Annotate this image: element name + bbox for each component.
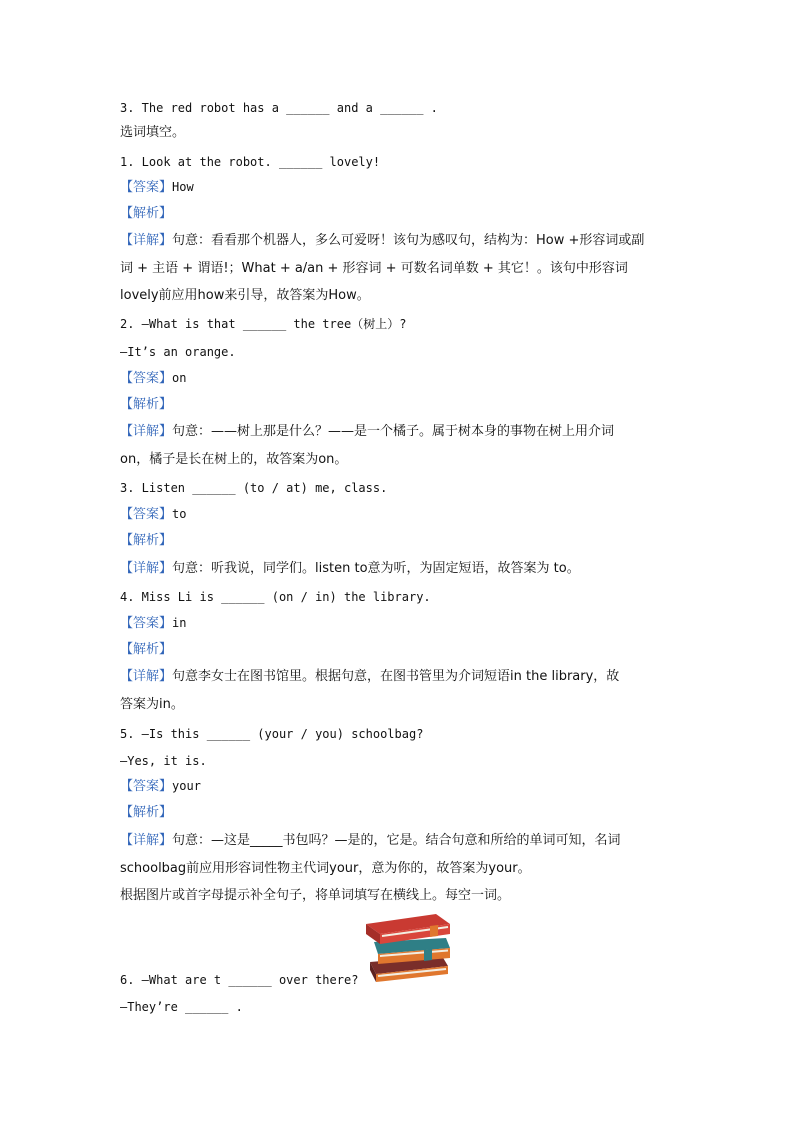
question-3-robot: 3. The red robot has a ______ and a ______ . xyxy=(120,101,438,115)
explanation-text: lovely前应用how来引导，故答案为How。 xyxy=(120,288,370,303)
question-2-reply: —It’s an orange. xyxy=(120,345,236,359)
explanation-line: 【详解】句意：看看那个机器人，多么可爱呀！该句为感叹句，结构为：How +形容词或副 xyxy=(120,233,645,248)
question-1: 1. Look at the robot. ______ lovely! xyxy=(120,155,381,169)
answer-value: on xyxy=(172,371,187,385)
analysis-line xyxy=(120,205,172,223)
answer-line xyxy=(120,614,186,633)
answer-line xyxy=(120,777,201,796)
section-heading-fill-in: 根据图片或首字母提示补全句子，将单词填写在横线上。每空一词。 xyxy=(120,888,511,903)
explanation-line: 【详解】句意：—这是_____书包吗？—是的，它是。结合句意和所给的单词可知，名词 xyxy=(120,833,621,848)
answer-line xyxy=(120,505,186,524)
question-5-reply: —Yes, it is. xyxy=(120,754,207,768)
answer-line xyxy=(120,369,186,388)
stack-of-books-icon xyxy=(364,912,456,984)
explanation-tag: 【详解】 xyxy=(120,669,173,684)
answer-value: to xyxy=(172,507,187,521)
explanation-text: 词 + 主语 + 谓语!；What + a/an + 形容词 + 可数名词单数 + 其它！。该句中形容词 xyxy=(120,261,628,276)
answer-value: your xyxy=(172,779,201,793)
answer-value: in xyxy=(172,616,187,630)
answer-tag: 【答案】 xyxy=(120,616,173,631)
question-2: 2. —What is that ______ the tree（树上）? xyxy=(120,317,407,331)
analysis-tag: 【解析】 xyxy=(120,805,173,820)
analysis-tag: 【解析】 xyxy=(120,642,173,657)
explanation-text: 答案为in。 xyxy=(120,697,184,712)
explanation-line: 【详解】句意：听我说，同学们。listen to意为听，为固定短语，故答案为 to。 xyxy=(120,561,580,576)
analysis-line xyxy=(120,532,172,550)
answer-tag: 【答案】 xyxy=(120,779,173,794)
analysis-tag: 【解析】 xyxy=(120,397,173,412)
answer-tag: 【答案】 xyxy=(120,180,173,195)
question-6-reply: —They’re ______ . xyxy=(120,1000,243,1014)
section-heading-choose-words: 选词填空。 xyxy=(120,125,186,140)
explanation-tag: 【详解】 xyxy=(120,424,173,439)
explanation-text: on，橘子是长在树上的，故答案为on。 xyxy=(120,452,348,467)
analysis-line xyxy=(120,804,172,822)
analysis-line xyxy=(120,641,172,659)
answer-tag: 【答案】 xyxy=(120,507,173,522)
explanation-text: schoolbag前应用形容词性物主代词your，意为你的，故答案为your。 xyxy=(120,861,531,876)
question-4: 4. Miss Li is ______ (on / in) the library. xyxy=(120,590,431,604)
explanation-line: 【详解】句意李女士在图书馆里。根据句意，在图书管里为介词短语in the library，故 xyxy=(120,669,620,684)
question-5: 5. —Is this ______ (your / you) schoolbag? xyxy=(120,727,424,741)
question-3: 3. Listen ______ (to / at) me, class. xyxy=(120,481,388,495)
explanation-line: 【详解】句意：——树上那是什么？——是一个橘子。属于树本身的事物在树上用介词 xyxy=(120,424,615,439)
answer-value: How xyxy=(172,180,194,194)
analysis-tag: 【解析】 xyxy=(120,206,173,221)
explanation-tag: 【详解】 xyxy=(120,833,173,848)
explanation-tag: 【详解】 xyxy=(120,233,173,248)
explanation-tag: 【详解】 xyxy=(120,561,173,576)
question-6: 6. —What are t ______ over there? xyxy=(120,973,359,987)
analysis-tag: 【解析】 xyxy=(120,533,173,548)
analysis-line xyxy=(120,396,172,414)
answer-line xyxy=(120,178,194,197)
answer-tag: 【答案】 xyxy=(120,371,173,386)
